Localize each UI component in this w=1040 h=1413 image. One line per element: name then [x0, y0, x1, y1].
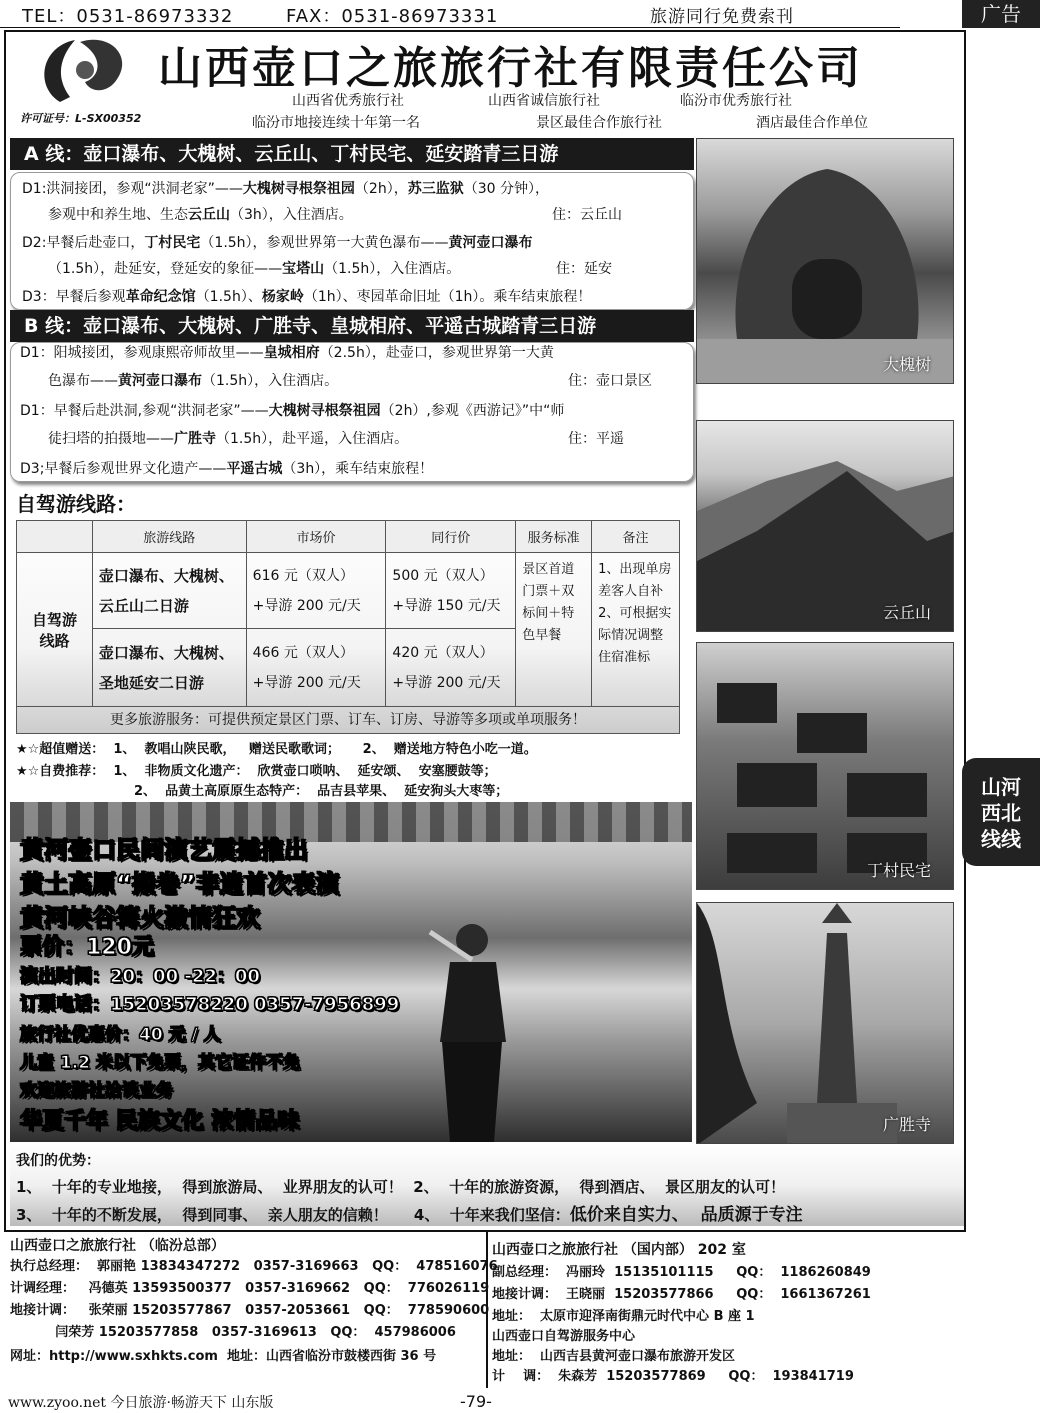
line-b-row: 色瀑布——黄河壶口瀑布（1.5h），入住酒店。 住：壶口景区 — [48, 373, 652, 389]
photo-caption: 丁村民宅 — [866, 861, 931, 880]
show-line: 票价：120元 — [20, 935, 154, 960]
show-line: 儿童 1.2 米以下免票，其它证件不免 — [20, 1053, 300, 1073]
selfdrive-table — [16, 520, 680, 707]
service-cell: 景区首道门票＋双标间＋特色早餐 — [516, 553, 592, 707]
license-number: 许可证号：L-SX00352 — [20, 112, 142, 125]
honor-6: 酒店最佳合作单位 — [756, 115, 868, 131]
show-line: 欢迎旅游社洽谈业务 — [20, 1081, 173, 1101]
line-a-title: A 线：壶口瀑布、大槐树、云丘山、丁村民宅、延安踏青三日游 — [10, 138, 694, 170]
line-a-row: 参观中和养生地、生态云丘山（3h），入住酒店。 住：云丘山 — [48, 207, 622, 223]
tel-text: TEL：0531-86973332 — [22, 6, 234, 27]
company-logo-icon — [30, 32, 140, 112]
market-cell: 466 元（双人）+导游 200 元/天 — [246, 629, 386, 707]
row-label: 自驾游线路 — [17, 553, 93, 707]
top-bar — [0, 0, 1040, 28]
line-b-row: 徒扫塔的拍摄地——广胜寺（1.5h），赴平遥，入住酒店。 住：平遥 — [48, 431, 624, 447]
show-line: 演出时间：20：00 -22：00 — [20, 966, 260, 987]
show-line: 旅行社优惠价：40 元 / 人 — [20, 1025, 221, 1045]
show-line: 黄河峡谷篝火激情狂欢 — [20, 904, 260, 932]
col-header: 市场价 — [246, 521, 386, 553]
contact-left-title: 山西壶口之旅旅行社 （临汾总部） — [10, 1238, 225, 1254]
contact-row: 计 调： 朱森芳 15203577869 QQ： 193841719 — [492, 1369, 854, 1384]
route-cell: 壶口瀑布、大槐树、云丘山二日游 — [92, 553, 246, 629]
show-line: 订票电话：15203578220 0357-7956899 — [20, 994, 400, 1015]
contact-row: 地接计调： 王晓丽 15203577866 QQ： 1661367261 — [492, 1287, 871, 1302]
show-line: 华夏千年 民族文化 浓情品味 — [20, 1109, 300, 1134]
selfpay-line: ★☆自费推荐： 1、 非物质文化遗产： 欣赏壶口唢呐、 延安颂、 安塞腰鼓等； — [16, 764, 497, 779]
side-tab: 山河 西北 线线 — [962, 758, 1040, 866]
line-b-row: D3;早餐后参观世界文化遗产——平遥古城（3h），乘车结束旅程！ — [20, 461, 434, 477]
gift-line: ★☆超值赠送： 1、 教唱山陕民歌， 赠送民歌歌词； 2、 赠送地方特色小吃一道。 — [16, 742, 537, 757]
show-line: 黄河壶口民间演艺震撼推出 — [20, 836, 308, 864]
show-banner — [10, 802, 692, 1142]
contact-row: 闫荣芳 15203577858 0357-3169613 QQ： 457986006 — [10, 1325, 456, 1340]
line-b-row: D1：早餐后赴洪洞,参观“洪洞老家”——大槐树寻根祭祖园（2h）,参观《西游记》”中“师 — [20, 403, 565, 419]
selfdrive-heading: 自驾游线路： — [16, 492, 136, 516]
market-cell: 616 元（双人）+导游 200 元/天 — [246, 553, 386, 629]
footer-site: www.zyoo.net 今日旅游·畅游天下 山东版 — [8, 1395, 274, 1411]
advantage-line: 3、 十年的不断发展， 得到同事、 亲人朋友的信赖！ 4、 十年来我们坚信：低价来自实力、 品质源于专注 — [16, 1205, 803, 1225]
photo-yunqiushan — [696, 420, 954, 632]
photo-caption: 大槐树 — [882, 355, 931, 374]
advantage-title: 我们的优势： — [16, 1153, 100, 1169]
contact-row: 地址： 山西吉县黄河壶口瀑布旅游开发区 — [492, 1349, 736, 1364]
col-header: 旅游线路 — [92, 521, 246, 553]
honor-4: 临汾市地接连续十年第一名 — [252, 115, 420, 131]
col-header: 同行价 — [386, 521, 516, 553]
line-a-row: D2:早餐后赴壶口，丁村民宅（1.5h），参观世界第一大黄色瀑布——黄河壶口瀑布 — [22, 235, 533, 251]
route-cell: 壶口瀑布、大槐树、圣地延安二日游 — [92, 629, 246, 707]
ad-tag: 广告 — [962, 0, 1040, 28]
contact-right-title: 山西壶口之旅旅行社 （国内部） 202 室 — [492, 1242, 746, 1258]
line-a-row: D3：早餐后参观革命纪念馆（1.5h）、杨家岭（1h）、枣园革命旧址（1h）。乘车结束旅程！ — [22, 289, 592, 305]
contact-website: 网址：http://www.sxhkts.com 地址：山西省临汾市鼓楼西街 36 号 — [10, 1349, 437, 1364]
contact-row: 计调经理： 冯德英 13593500377 0357-3169662 QQ： 776026119 — [10, 1281, 490, 1296]
col-header: 服务标准 — [516, 521, 592, 553]
photo-caption: 云丘山 — [882, 603, 931, 622]
performer-figure — [410, 912, 530, 1142]
line-b-title: B 线：壶口瀑布、大槐树、广胜寺、皇城相府、平遥古城踏青三日游 — [10, 310, 694, 342]
page-number: -79- — [460, 1392, 492, 1411]
company-name: 山西壶口之旅旅行社有限责任公司 — [158, 43, 863, 94]
note-cell: 1、出现单房差客人自补 2、可根据实际情况调整住宿准标 — [592, 553, 680, 707]
honor-2: 山西省诚信旅行社 — [488, 93, 600, 109]
fax-text: FAX：0531-86973331 — [286, 6, 499, 27]
contact-row: 山西壶口自驾游服务中心 — [492, 1329, 636, 1344]
index-text: 旅游同行免费索刊 — [650, 7, 794, 27]
line-b-row: D1：阳城接团，参观康熙帝师故里——皇城相府（2.5h），赴壶口，参观世界第一大黄 — [20, 345, 554, 361]
honor-3: 临汾市优秀旅行社 — [680, 93, 792, 109]
peer-cell: 420 元（双人）+导游 200 元/天 — [386, 629, 516, 707]
col-header: 备注 — [592, 521, 680, 553]
show-line: 黄土高原“搬卷”非遗首次表演 — [20, 870, 340, 898]
photo-dingcun — [696, 642, 954, 890]
photo-caption: 广胜寺 — [882, 1115, 931, 1134]
honor-5: 景区最佳合作旅行社 — [536, 115, 662, 131]
line-a-row: D1:洪洞接团，参观“洪洞老家”——大槐树寻根祭祖园（2h），苏三监狱（30 分钟）， — [22, 181, 549, 197]
contact-row: 地接计调： 张荣丽 15203577867 0357-2053661 QQ： 778590600 — [10, 1303, 490, 1318]
contact-row: 副总经理： 冯丽玲 15135101115 QQ： 1186260849 — [492, 1265, 871, 1280]
peer-cell: 500 元（双人）+导游 150 元/天 — [386, 553, 516, 629]
contact-row: 执行总经理： 郭丽艳 13834347272 0357-3169663 QQ： 478516076 — [10, 1259, 498, 1274]
photo-dahuaishu — [696, 138, 954, 384]
photo-guangshengsi — [696, 902, 954, 1144]
honor-1: 山西省优秀旅行社 — [292, 93, 404, 109]
more-services: 更多旅游服务：可提供预定景区门票、订车、订房、导游等多项或单项服务！ — [16, 706, 680, 734]
selfpay-line-2: 2、 品黄土高原原生态特产： 品吉县苹果、 延安狗头大枣等； — [134, 784, 509, 799]
contact-row: 地址： 太原市迎泽南街鼎元时代中心 B 座 1 — [492, 1309, 755, 1324]
table-row — [17, 553, 680, 629]
top-rule — [0, 27, 900, 28]
line-a-row: （1.5h），赴延安，登延安的象征——宝塔山（1.5h），入住酒店。 住：延安 — [48, 261, 612, 277]
advantage-line: 1、 十年的专业地接， 得到旅游局、 业界朋友的认可！ 2、 十年的旅游资源， 得到酒店、 景区朋友的认可！ — [16, 1178, 785, 1196]
